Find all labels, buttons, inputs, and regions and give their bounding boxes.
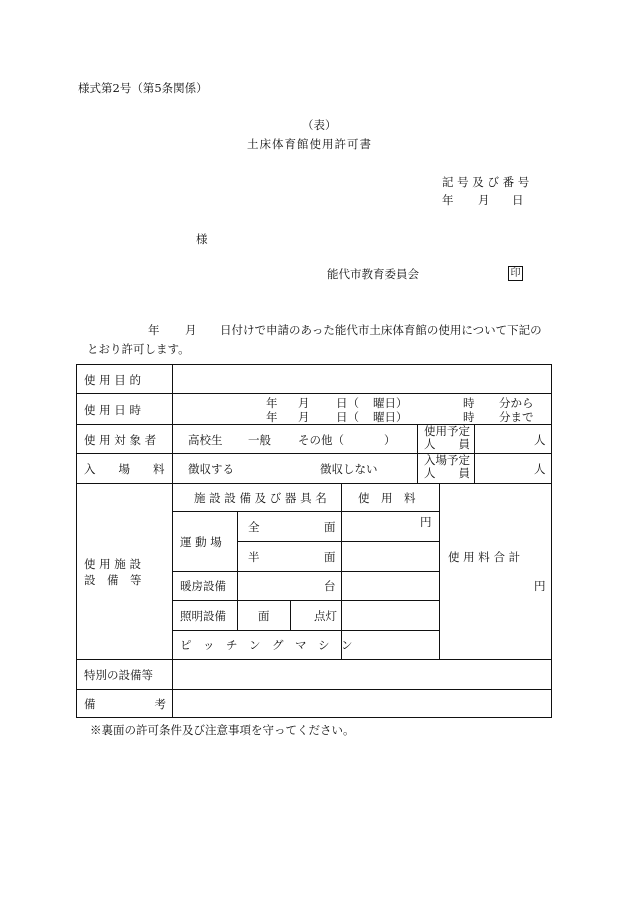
option-no-collect[interactable]: 徴収しない — [320, 462, 378, 476]
option-general[interactable]: 一般 — [248, 433, 271, 447]
full-area-yen: 円 — [420, 515, 432, 529]
label-purpose: 使 用 目 的 — [84, 373, 141, 387]
lighting-on-unit: 点灯 — [314, 609, 337, 623]
issue-date-year: 年 — [442, 193, 454, 207]
label-lighting: 照明設備 — [180, 609, 226, 623]
face-label: （表） — [302, 118, 337, 132]
document-title: 土床体育館使用許可書 — [247, 137, 372, 151]
full-area-label: 全 — [248, 520, 260, 534]
intro-text-line2: とおり許可します。 — [87, 342, 190, 356]
option-collect[interactable]: 徴収する — [188, 462, 234, 476]
total-fee-yen: 円 — [534, 579, 546, 593]
to-day: 日（ — [336, 410, 359, 424]
from-hour: 時 — [463, 396, 475, 410]
intro-month: 月 — [185, 323, 197, 337]
fee-header: 使 用 料 — [358, 491, 416, 505]
to-month: 月 — [298, 410, 310, 424]
half-area-label: 半 — [248, 550, 260, 564]
label-remarks: 備 考 — [84, 697, 166, 711]
datetime-field[interactable] — [173, 394, 551, 424]
to-weekday: 曜日） — [373, 410, 408, 424]
seal-stamp: 印 — [508, 266, 523, 281]
from-minute: 分から — [499, 396, 534, 410]
heating-fee-field[interactable] — [342, 572, 439, 600]
from-year: 年 — [266, 396, 278, 410]
intro-year: 年 — [148, 323, 160, 337]
pitching-fee-field[interactable] — [342, 631, 439, 659]
issue-date-month: 月 — [478, 193, 490, 207]
facility-header: 施 設 設 備 及 び 器 具 名 — [194, 491, 327, 505]
label-special-equipment: 特別の設備等 — [84, 668, 153, 682]
remarks-field[interactable] — [173, 690, 551, 717]
label-sports-area: 運 動 場 — [180, 535, 222, 549]
permit-table — [76, 364, 552, 718]
to-minute: 分まで — [499, 410, 534, 424]
to-year: 年 — [266, 410, 278, 424]
half-area-unit: 面 — [324, 550, 336, 564]
heating-unit: 台 — [324, 579, 336, 593]
issuer-name: 能代市教育委員会 — [327, 267, 419, 281]
option-other-close: ） — [384, 433, 396, 447]
label-facilities: 使 用 施 設 設 備 等 — [84, 557, 142, 587]
from-weekday: 曜日） — [373, 396, 408, 410]
purpose-field[interactable] — [173, 365, 551, 393]
lighting-face-unit: 面 — [258, 609, 270, 623]
option-other[interactable]: その他（ — [298, 433, 344, 447]
full-area-unit: 面 — [324, 520, 336, 534]
from-day: 日（ — [336, 396, 359, 410]
lighting-fee-field[interactable] — [342, 601, 439, 630]
label-total-fee: 使 用 料 合 計 — [448, 550, 521, 564]
special-equipment-field[interactable] — [173, 660, 551, 689]
half-area-fee-field[interactable] — [342, 542, 439, 571]
label-admission: 入 場 料 — [84, 462, 165, 476]
label-target: 使 用 対 象 者 — [84, 433, 157, 447]
footer-note: ※裏面の許可条件及び注意事項を守ってください。 — [90, 723, 355, 737]
label-pitching-machine: ピ ッ チ ン グ マ シ ン — [180, 638, 353, 652]
recipient-suffix: 様 — [196, 232, 208, 246]
planned-users-unit: 人 — [534, 433, 546, 447]
label-heating: 暖房設備 — [180, 579, 226, 593]
to-hour: 時 — [463, 410, 475, 424]
record-number-label: 記 号 及 び 番 号 — [442, 175, 530, 189]
from-month: 月 — [298, 396, 310, 410]
issue-date-day: 日 — [512, 193, 524, 207]
label-planned-entry: 入場予定 人 員 — [424, 453, 470, 480]
planned-entry-unit: 人 — [534, 462, 546, 476]
option-high-school[interactable]: 高校生 — [188, 433, 223, 447]
intro-text-line1: 日付けで申請のあった能代市土床体育館の使用について下記の — [220, 323, 542, 337]
form-reference: 様式第2号（第5条関係） — [78, 81, 208, 95]
label-planned-users: 使用予定 人 員 — [424, 424, 470, 451]
full-area-fee-field[interactable] — [342, 512, 439, 541]
label-datetime: 使 用 日 時 — [84, 403, 141, 417]
